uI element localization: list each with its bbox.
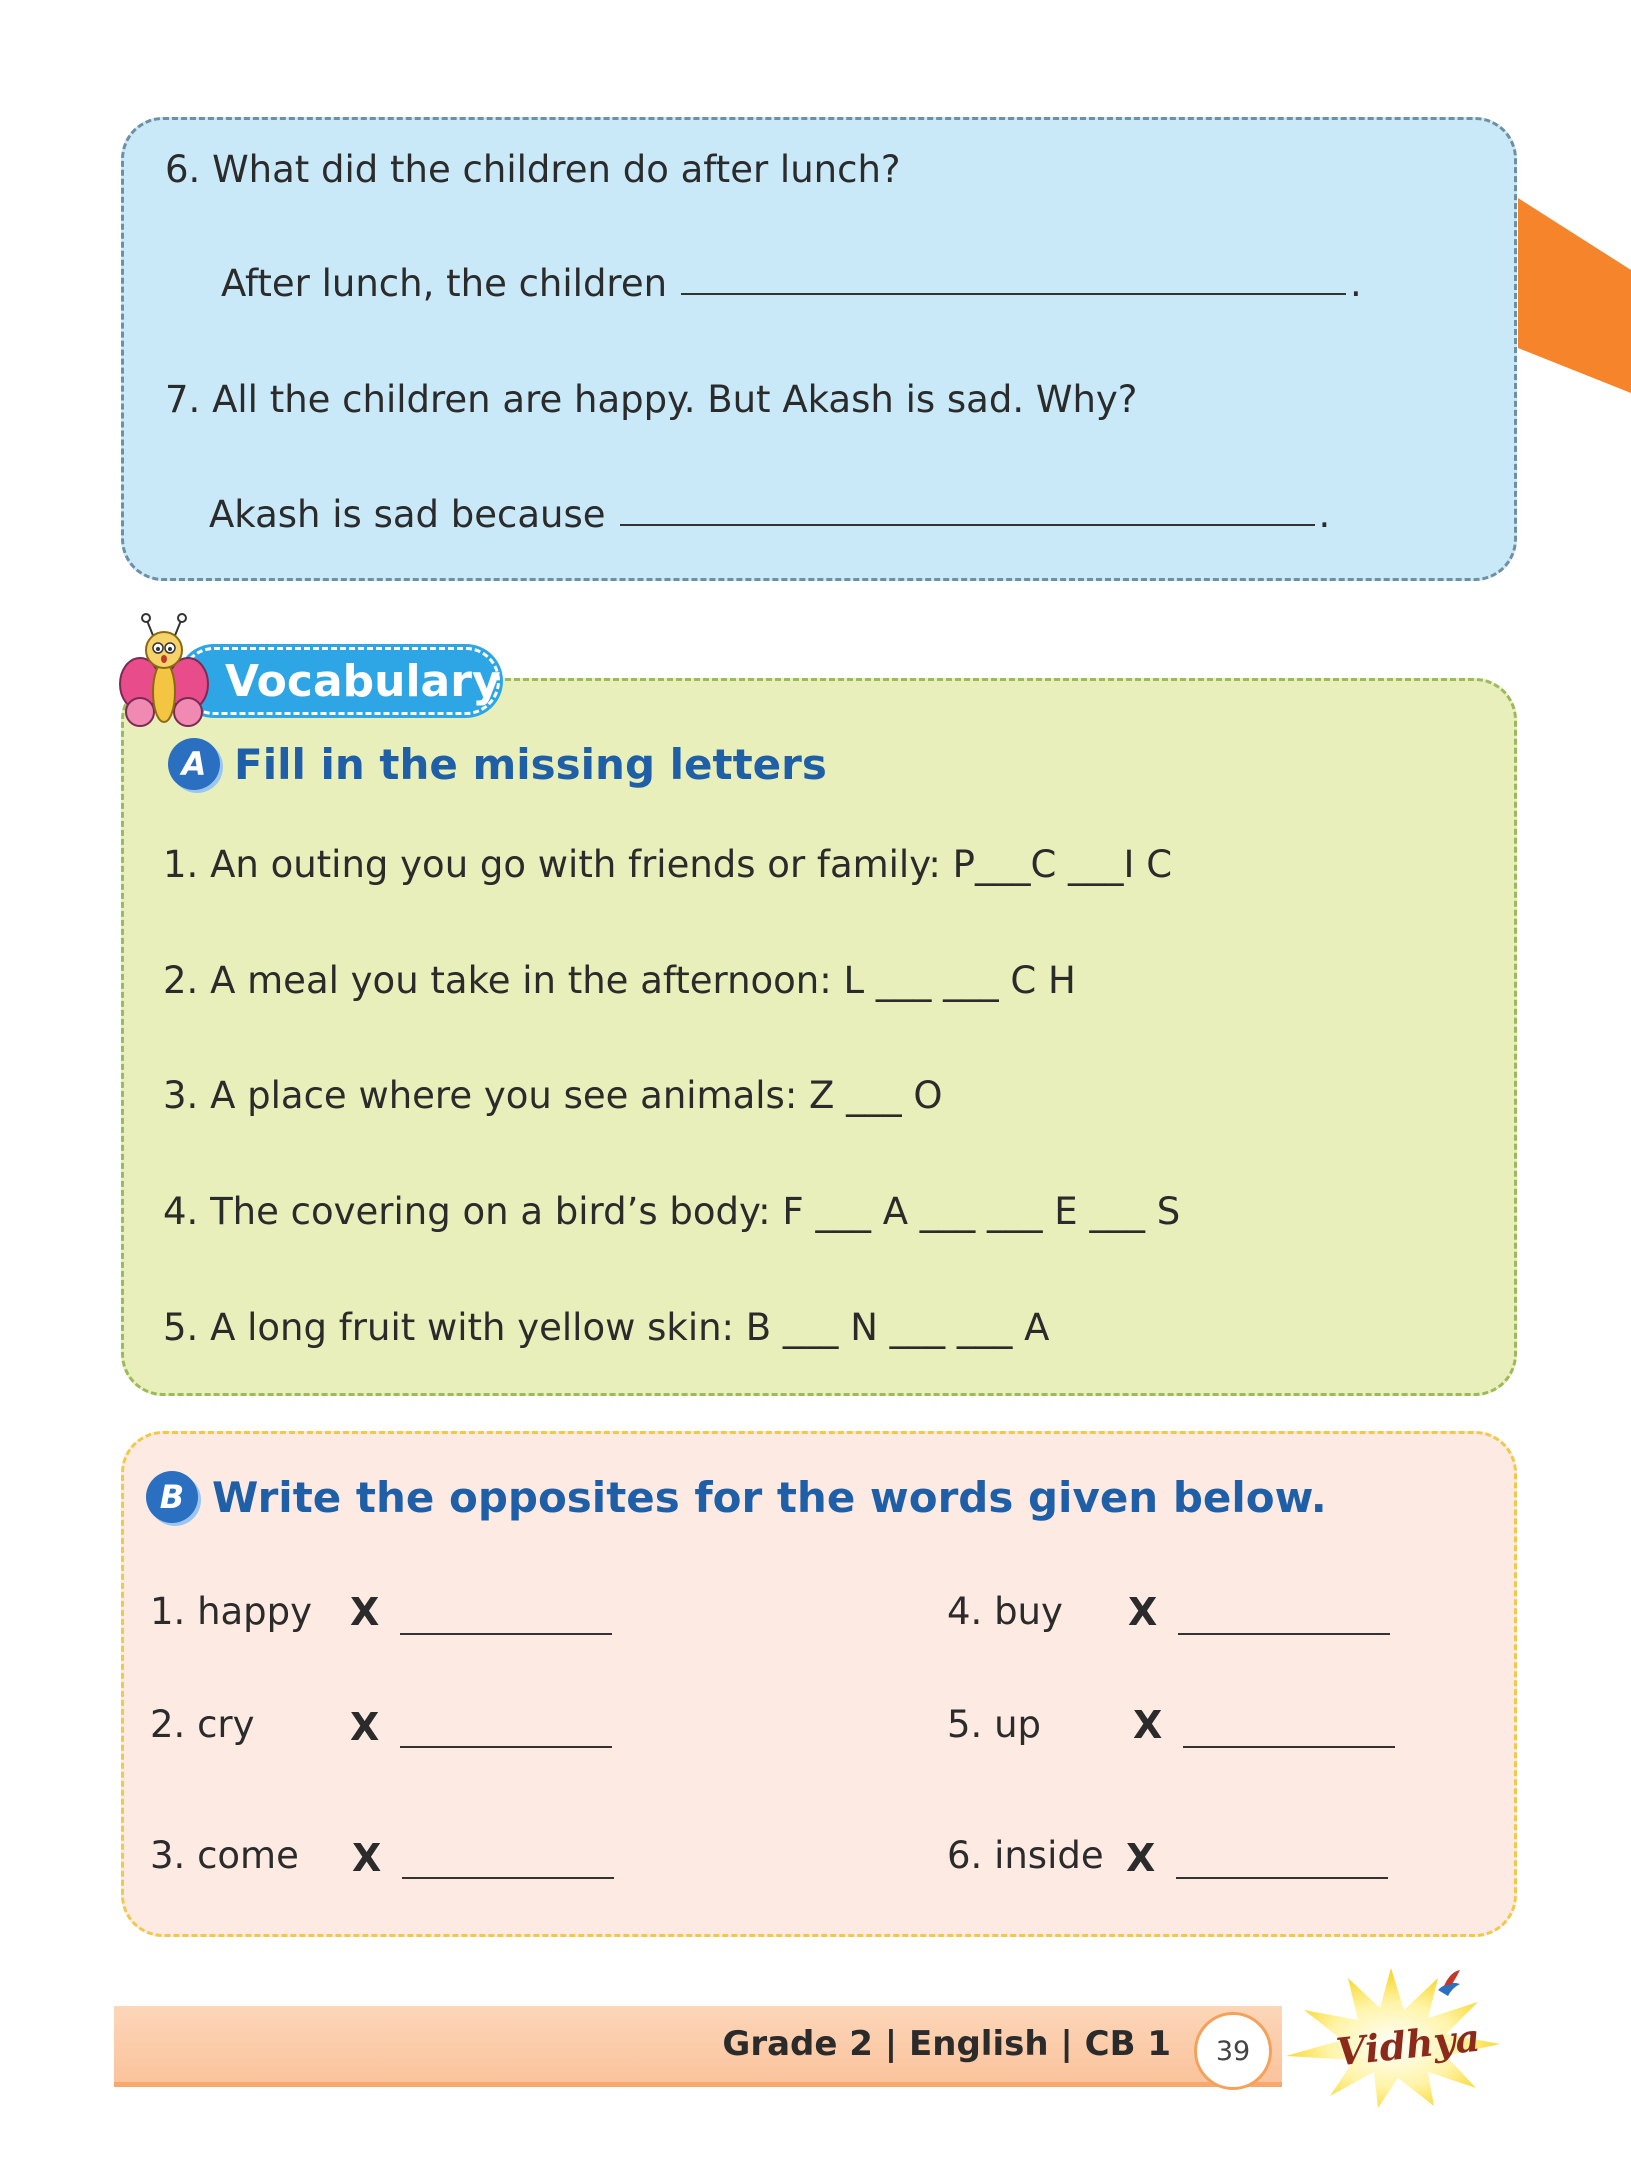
opposite-word-2: 2. cry <box>150 1703 255 1746</box>
opposite-blank-4[interactable] <box>1178 1632 1390 1635</box>
orange-corner-decoration <box>1518 198 1631 393</box>
opposite-x-4: X <box>1128 1590 1158 1634</box>
answer-7-line <box>209 493 1330 536</box>
opposite-word-1: 1. happy <box>150 1590 313 1633</box>
answer-6-blank[interactable] <box>681 292 1346 295</box>
question-6: 6. What did the children do after lunch? <box>165 148 901 191</box>
section-a-badge: A <box>168 738 220 790</box>
answer-7-blank[interactable] <box>620 523 1315 526</box>
vocabulary-tab <box>180 647 500 715</box>
opposite-x-3: X <box>352 1836 382 1880</box>
section-a-title: Fill in the missing letters <box>234 739 827 789</box>
opposite-word-4: 4. buy <box>947 1590 1063 1633</box>
question-7: 7. All the children are happy. But Akash is sad. Why? <box>165 378 1138 421</box>
footer-text: Grade 2 | English | CB 1 <box>722 2024 1171 2064</box>
answer-6-prompt: After lunch, the children <box>221 262 668 305</box>
opposite-blank-1[interactable] <box>400 1632 612 1635</box>
opposite-x-5: X <box>1133 1703 1163 1747</box>
vocab-item-2: 2. A meal you take in the afternoon: L ___ ___ C H <box>163 959 1076 1002</box>
opposite-x-6: X <box>1126 1836 1156 1880</box>
answer-6-period: . <box>1350 262 1362 305</box>
opposite-blank-5[interactable] <box>1183 1745 1395 1748</box>
vocab-item-4: 4. The covering on a bird’s body: F ___ A ___ ___ E ___ S <box>163 1190 1181 1233</box>
opposite-word-5: 5. up <box>947 1703 1041 1746</box>
vocab-item-5: 5. A long fruit with yellow skin: B ___ N ___ ___ A <box>163 1306 1050 1349</box>
answer-7-prompt: Akash is sad because <box>209 493 606 536</box>
vidhya-logo <box>1278 1960 1504 2112</box>
vocabulary-tab-label: Vocabulary <box>225 655 501 707</box>
vocab-item-1: 1. An outing you go with friends or family: P___C ___I C <box>163 843 1173 886</box>
page-number <box>1194 2012 1272 2090</box>
section-b-title: Write the opposites for the words given below. <box>212 1472 1327 1522</box>
opposite-blank-3[interactable] <box>402 1876 614 1879</box>
answer-6-line <box>221 262 1362 305</box>
opposite-x-2: X <box>350 1705 380 1749</box>
logo-text: Vidhya <box>1334 2014 1483 2075</box>
opposite-blank-6[interactable] <box>1176 1876 1388 1879</box>
vocab-item-3: 3. A place where you see animals: Z ___ O <box>163 1074 943 1117</box>
section-b-badge: B <box>146 1471 198 1523</box>
page-number-value: 39 <box>1215 2035 1251 2067</box>
section-b-heading <box>146 1471 1327 1523</box>
opposite-blank-2[interactable] <box>400 1745 612 1748</box>
section-a-heading <box>168 738 827 790</box>
butterfly-mascot-icon <box>118 612 210 732</box>
opposite-word-3: 3. come <box>150 1834 299 1877</box>
opposite-word-6: 6. inside <box>947 1834 1104 1877</box>
answer-7-period: . <box>1318 493 1331 536</box>
opposite-x-1: X <box>350 1590 380 1634</box>
